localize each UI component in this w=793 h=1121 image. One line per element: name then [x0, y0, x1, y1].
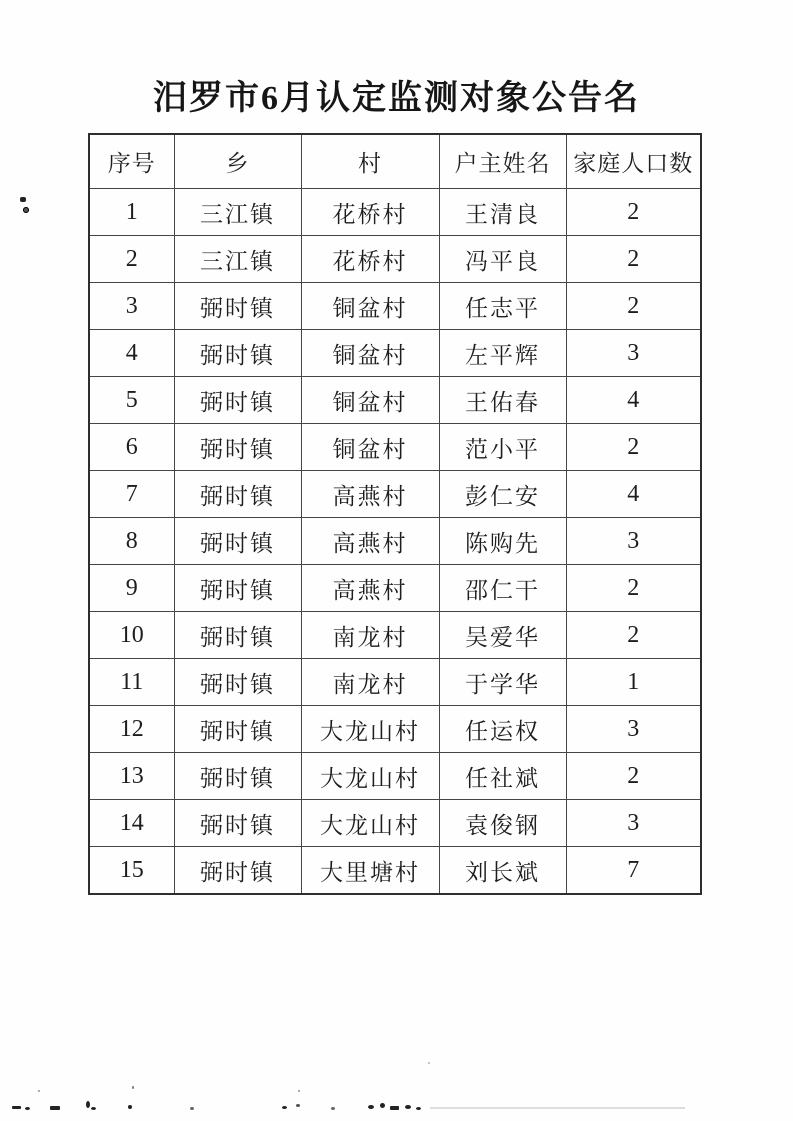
cell-index: 7 [89, 471, 174, 518]
cell-village: 铜盆村 [301, 424, 439, 471]
scan-noise [25, 1107, 30, 1110]
cell-township: 弼时镇 [174, 471, 301, 518]
cell-village: 大里塘村 [301, 847, 439, 895]
cell-township: 弼时镇 [174, 706, 301, 753]
cell-township: 弼时镇 [174, 330, 301, 377]
table-row [89, 706, 701, 753]
col-header-family-size: 家庭人口数 [566, 134, 701, 189]
scan-noise [86, 1101, 90, 1108]
cell-head-name: 彭仁安 [439, 471, 566, 518]
col-header-index: 序号 [89, 134, 174, 189]
ink-speck [23, 207, 29, 213]
cell-family-size: 2 [566, 612, 701, 659]
scan-noise [50, 1106, 60, 1110]
scan-noise [296, 1104, 300, 1107]
cell-head-name: 任运权 [439, 706, 566, 753]
cell-head-name: 刘长斌 [439, 847, 566, 895]
table-row [89, 377, 701, 424]
cell-head-name: 于学华 [439, 659, 566, 706]
cell-township: 弼时镇 [174, 753, 301, 800]
scan-noise [390, 1106, 399, 1110]
cell-index: 9 [89, 565, 174, 612]
cell-family-size: 2 [566, 283, 701, 330]
table-row [89, 847, 701, 895]
table-row [89, 800, 701, 847]
cell-head-name: 左平辉 [439, 330, 566, 377]
cell-family-size: 3 [566, 330, 701, 377]
cell-village: 高燕村 [301, 565, 439, 612]
cell-family-size: 3 [566, 800, 701, 847]
cell-village: 铜盆村 [301, 283, 439, 330]
cell-village: 大龙山村 [301, 800, 439, 847]
cell-index: 5 [89, 377, 174, 424]
table-body [89, 189, 701, 895]
cell-index: 3 [89, 283, 174, 330]
cell-village: 南龙村 [301, 612, 439, 659]
scan-noise [38, 1090, 40, 1092]
cell-township: 弼时镇 [174, 518, 301, 565]
cell-village: 南龙村 [301, 659, 439, 706]
cell-township: 弼时镇 [174, 612, 301, 659]
scan-noise [405, 1105, 411, 1109]
cell-index: 6 [89, 424, 174, 471]
cell-village: 大龙山村 [301, 706, 439, 753]
scan-noise [128, 1105, 132, 1109]
cell-index: 2 [89, 236, 174, 283]
scan-noise [368, 1105, 374, 1109]
cell-index: 1 [89, 189, 174, 236]
scan-noise [428, 1062, 430, 1064]
scan-noise [282, 1106, 287, 1109]
cell-index: 15 [89, 847, 174, 895]
cell-township: 弼时镇 [174, 565, 301, 612]
cell-township: 弼时镇 [174, 659, 301, 706]
scan-noise [331, 1107, 335, 1110]
col-header-village: 村 [301, 134, 439, 189]
cell-index: 10 [89, 612, 174, 659]
cell-township: 弼时镇 [174, 800, 301, 847]
cell-head-name: 王佑春 [439, 377, 566, 424]
cell-family-size: 7 [566, 847, 701, 895]
scan-streak [430, 1107, 685, 1109]
ink-speck [20, 197, 26, 202]
cell-village: 花桥村 [301, 189, 439, 236]
cell-index: 8 [89, 518, 174, 565]
cell-head-name: 陈购先 [439, 518, 566, 565]
table-row [89, 189, 701, 236]
table-row [89, 612, 701, 659]
scan-noise [91, 1107, 96, 1110]
document-title: 汨罗市6月认定监测对象公告名 [153, 80, 640, 117]
scan-noise [416, 1107, 421, 1110]
cell-village: 大龙山村 [301, 753, 439, 800]
table-row [89, 518, 701, 565]
table-row [89, 424, 701, 471]
cell-family-size: 2 [566, 753, 701, 800]
cell-family-size: 3 [566, 518, 701, 565]
cell-head-name: 任社斌 [439, 753, 566, 800]
scan-noise [132, 1086, 134, 1089]
cell-family-size: 2 [566, 565, 701, 612]
table-row [89, 236, 701, 283]
cell-village: 高燕村 [301, 471, 439, 518]
cell-village: 花桥村 [301, 236, 439, 283]
cell-village: 铜盆村 [301, 377, 439, 424]
cell-head-name: 王清良 [439, 189, 566, 236]
cell-index: 12 [89, 706, 174, 753]
cell-family-size: 2 [566, 236, 701, 283]
cell-family-size: 2 [566, 189, 701, 236]
cell-head-name: 任志平 [439, 283, 566, 330]
table-row [89, 283, 701, 330]
table-header [89, 134, 701, 189]
scan-noise [298, 1090, 300, 1092]
table-row [89, 471, 701, 518]
table-row [89, 659, 701, 706]
cell-village: 铜盆村 [301, 330, 439, 377]
table-row [89, 753, 701, 800]
cell-family-size: 2 [566, 424, 701, 471]
col-header-township: 乡 [174, 134, 301, 189]
scan-noise [380, 1103, 385, 1108]
cell-head-name: 袁俊钢 [439, 800, 566, 847]
col-header-head-name: 户主姓名 [439, 134, 566, 189]
cell-family-size: 4 [566, 377, 701, 424]
cell-head-name: 范小平 [439, 424, 566, 471]
cell-head-name: 邵仁干 [439, 565, 566, 612]
monitoring-targets-table [88, 133, 702, 895]
scan-noise [12, 1106, 21, 1109]
table-header-row [89, 134, 701, 189]
cell-family-size: 3 [566, 706, 701, 753]
cell-township: 三江镇 [174, 236, 301, 283]
cell-head-name: 冯平良 [439, 236, 566, 283]
cell-index: 4 [89, 330, 174, 377]
cell-township: 三江镇 [174, 189, 301, 236]
cell-family-size: 1 [566, 659, 701, 706]
cell-township: 弼时镇 [174, 424, 301, 471]
table-row [89, 565, 701, 612]
cell-township: 弼时镇 [174, 377, 301, 424]
table-row [89, 330, 701, 377]
cell-family-size: 4 [566, 471, 701, 518]
cell-index: 13 [89, 753, 174, 800]
cell-index: 11 [89, 659, 174, 706]
cell-township: 弼时镇 [174, 847, 301, 895]
cell-index: 14 [89, 800, 174, 847]
cell-village: 高燕村 [301, 518, 439, 565]
cell-township: 弼时镇 [174, 283, 301, 330]
scan-noise [190, 1107, 194, 1110]
cell-head-name: 吴爱华 [439, 612, 566, 659]
